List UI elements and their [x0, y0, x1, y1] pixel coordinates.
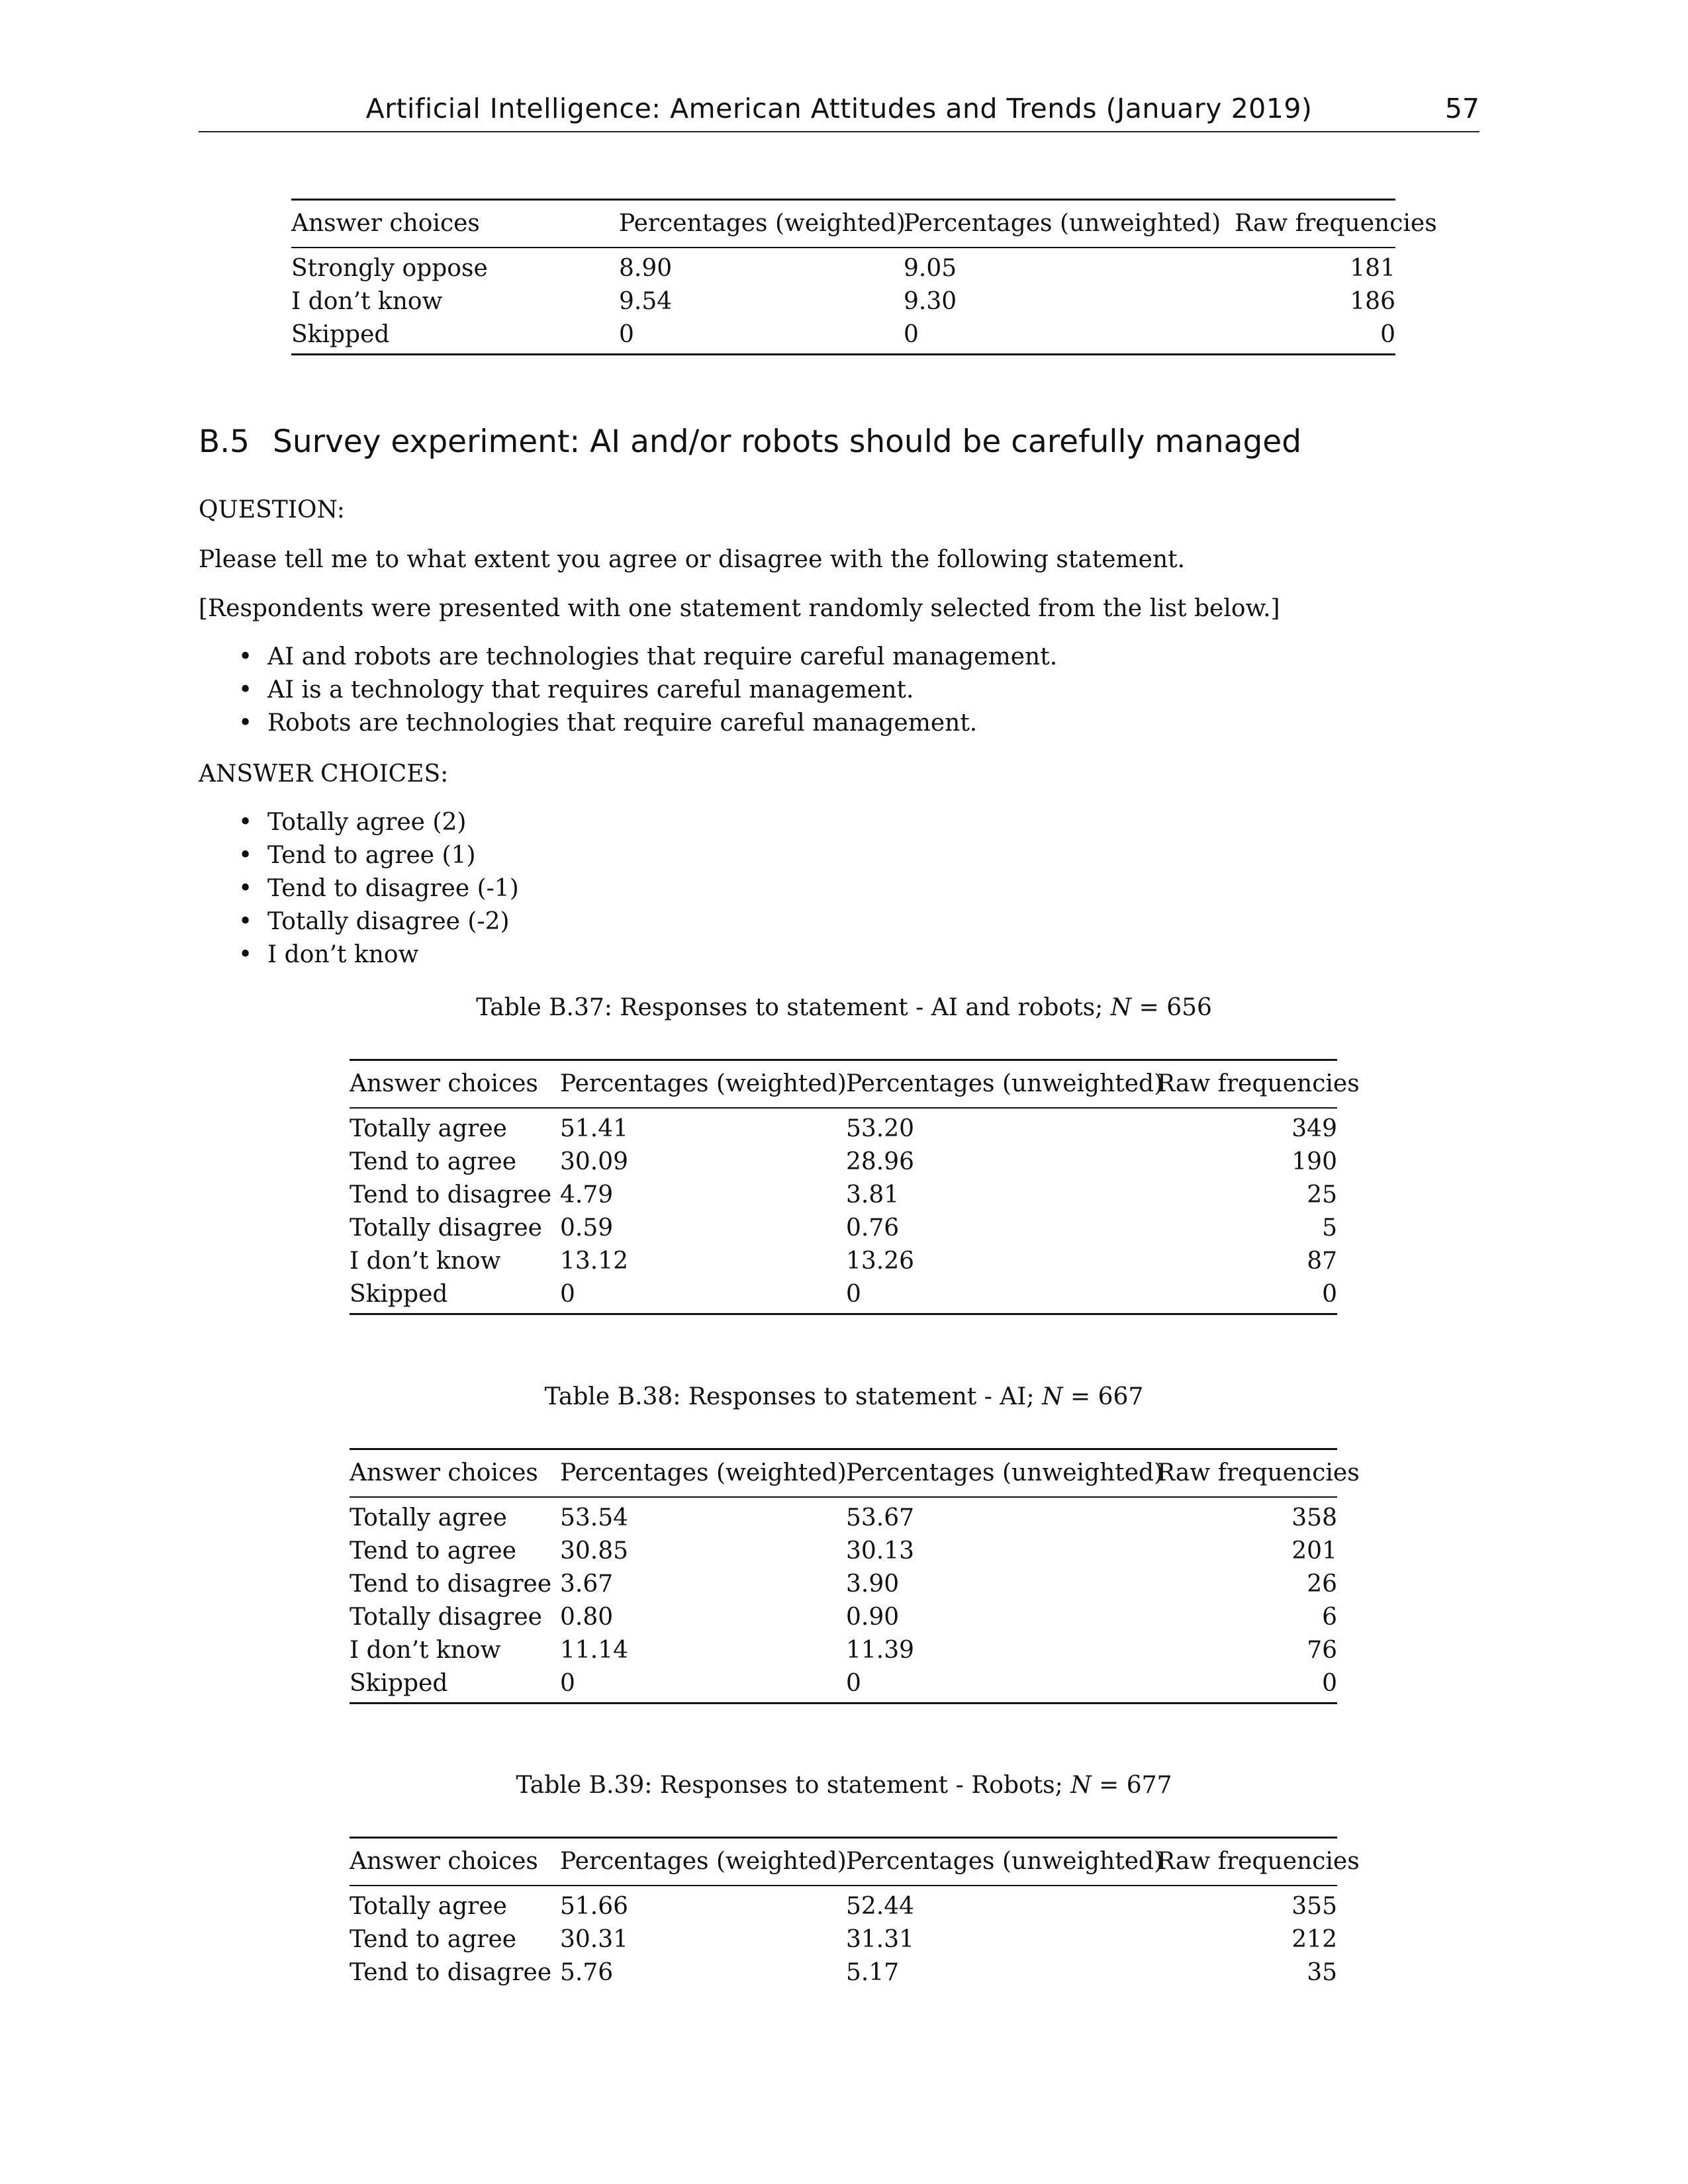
list-item: • I don’t know [233, 938, 519, 972]
col-header-raw: Raw frequencies [1157, 1459, 1360, 1486]
table-b38 [350, 1448, 1360, 1704]
list-item: • Tend to disagree (-1) [233, 872, 519, 905]
caption-n-symbol: N [1110, 994, 1132, 1021]
caption-n-value: = 656 [1131, 994, 1212, 1021]
section-title: Survey experiment: AI and/or robots should be carefully managed [273, 424, 1302, 460]
cell-raw: 349 [1291, 1115, 1337, 1142]
table-caption [0, 1772, 1688, 1799]
running-title: Artificial Intelligence: American Attitudes and Trends (January 2019) [365, 93, 1313, 124]
table-row [350, 1113, 1337, 1146]
running-header [199, 93, 1479, 132]
table-row [291, 285, 1395, 318]
cell-raw: 0 [1380, 321, 1395, 348]
table-row [350, 1535, 1337, 1568]
col-header-weighted: Percentages (weighted) [560, 1459, 847, 1486]
cell-unweighted: 9.30 [904, 288, 957, 315]
section-heading [199, 424, 1301, 460]
cell-raw: 35 [1307, 1959, 1337, 1986]
cell-answer: Totally agree [350, 1115, 507, 1142]
cell-raw: 0 [1322, 1281, 1337, 1308]
cell-raw: 76 [1307, 1637, 1337, 1664]
cell-answer: Totally agree [350, 1893, 507, 1920]
col-header-raw: Raw frequencies [1235, 210, 1437, 237]
col-header-raw: Raw frequencies [1157, 1070, 1360, 1097]
cell-weighted: 0 [560, 1670, 575, 1697]
caption-n-symbol: N [1070, 1772, 1092, 1799]
cell-unweighted: 31.31 [846, 1926, 915, 1953]
caption-text: Table B.37: Responses to statement - AI and robots; [476, 994, 1111, 1021]
table-header-row [350, 1061, 1360, 1109]
table-header-row [350, 1450, 1360, 1498]
cell-unweighted: 5.17 [846, 1959, 900, 1986]
caption-text: Table B.39: Responses to statement - Robots; [516, 1772, 1071, 1799]
list-item: • Tend to agree (1) [233, 839, 519, 872]
cell-answer: Strongly oppose [291, 255, 488, 282]
cell-unweighted: 30.13 [846, 1537, 915, 1565]
col-header-unweighted: Percentages (unweighted) [846, 1070, 1164, 1097]
caption-text: Table B.38: Responses to statement - AI; [544, 1383, 1043, 1410]
table-b37 [350, 1059, 1360, 1315]
cell-answer: Tend to disagree [350, 1570, 552, 1598]
cell-raw: 0 [1322, 1670, 1337, 1697]
cell-answer: Skipped [350, 1281, 448, 1308]
caption-n-value: = 667 [1062, 1383, 1144, 1410]
cell-weighted: 11.14 [560, 1637, 629, 1664]
list-item: • Totally disagree (-2) [233, 905, 519, 938]
cell-unweighted: 52.44 [846, 1893, 915, 1920]
cell-weighted: 30.85 [560, 1537, 629, 1565]
cell-answer: Tend to agree [350, 1926, 517, 1953]
cell-answer: Skipped [291, 321, 390, 348]
list-item: • AI is a technology that requires careful management. [233, 674, 1057, 707]
col-header-weighted: Percentages (weighted) [560, 1848, 847, 1875]
cell-answer: Totally disagree [350, 1214, 542, 1242]
cell-raw: 190 [1291, 1148, 1337, 1175]
statement-list [233, 641, 1057, 740]
cell-answer: Tend to disagree [350, 1181, 552, 1208]
table-header-row [291, 201, 1437, 248]
caption-n-value: = 677 [1091, 1772, 1172, 1799]
cell-unweighted: 11.39 [846, 1637, 915, 1664]
col-header-weighted: Percentages (weighted) [619, 210, 906, 237]
cell-answer: Totally disagree [350, 1604, 542, 1631]
table-row [350, 1667, 1337, 1700]
cell-unweighted: 0 [846, 1281, 861, 1308]
caption-n-symbol: N [1042, 1383, 1063, 1410]
col-header-answer: Answer choices [350, 1070, 538, 1097]
table-row [350, 1212, 1337, 1245]
list-item: • AI and robots are technologies that require careful management. [233, 641, 1057, 674]
cell-weighted: 53.54 [560, 1504, 629, 1531]
cell-weighted: 0 [619, 321, 634, 348]
col-header-answer: Answer choices [350, 1848, 538, 1875]
table-row [350, 1146, 1337, 1179]
table-row [350, 1890, 1337, 1923]
cell-raw: 358 [1291, 1504, 1337, 1531]
cell-unweighted: 53.20 [846, 1115, 915, 1142]
table-caption [0, 1383, 1688, 1410]
cell-weighted: 0.59 [560, 1214, 614, 1242]
table-row [350, 1502, 1337, 1535]
cell-unweighted: 3.90 [846, 1570, 900, 1598]
cell-unweighted: 0.76 [846, 1214, 900, 1242]
table-row [350, 1568, 1337, 1601]
cell-weighted: 13.12 [560, 1248, 629, 1275]
cell-weighted: 30.31 [560, 1926, 629, 1953]
table-row [350, 1179, 1337, 1212]
table-b39 [350, 1837, 1360, 1991]
cell-weighted: 9.54 [619, 288, 673, 315]
cell-unweighted: 0 [904, 321, 919, 348]
cell-unweighted: 28.96 [846, 1148, 915, 1175]
cell-weighted: 51.41 [560, 1115, 629, 1142]
cell-weighted: 0 [560, 1281, 575, 1308]
cell-unweighted: 53.67 [846, 1504, 915, 1531]
table-row [350, 1634, 1337, 1667]
cell-answer: Tend to agree [350, 1148, 517, 1175]
cell-raw: 5 [1322, 1214, 1337, 1242]
table-continued [291, 199, 1437, 355]
cell-answer: Tend to agree [350, 1537, 517, 1565]
cell-unweighted: 9.05 [904, 255, 957, 282]
section-number: B.5 [199, 424, 250, 460]
cell-raw: 181 [1350, 255, 1395, 282]
col-header-answer: Answer choices [291, 210, 480, 237]
cell-answer: I don’t know [350, 1637, 501, 1664]
cell-answer: Skipped [350, 1670, 448, 1697]
table-caption [0, 994, 1688, 1021]
answer-choices-label: ANSWER CHOICES: [199, 760, 449, 788]
question-text: Please tell me to what extent you agree or disagree with the following statement. [199, 546, 1186, 573]
cell-weighted: 8.90 [619, 255, 673, 282]
list-item: • Robots are technologies that require careful management. [233, 707, 1057, 740]
list-item: • Totally agree (2) [233, 806, 519, 839]
cell-weighted: 5.76 [560, 1959, 614, 1986]
cell-answer: I don’t know [291, 288, 443, 315]
cell-answer: I don’t know [350, 1248, 501, 1275]
page-number: 57 [1444, 93, 1479, 124]
cell-answer: Totally agree [350, 1504, 507, 1531]
cell-raw: 87 [1307, 1248, 1337, 1275]
table-row [350, 1601, 1337, 1634]
col-header-unweighted: Percentages (unweighted) [846, 1459, 1164, 1486]
cell-weighted: 3.67 [560, 1570, 614, 1598]
table-row [291, 318, 1395, 351]
question-label: QUESTION: [199, 496, 345, 523]
table-row [291, 252, 1395, 285]
cell-weighted: 0.80 [560, 1604, 614, 1631]
col-header-unweighted: Percentages (unweighted) [904, 210, 1221, 237]
table-row [350, 1956, 1337, 1989]
cell-unweighted: 0 [846, 1670, 861, 1697]
table-row [350, 1245, 1337, 1278]
col-header-answer: Answer choices [350, 1459, 538, 1486]
cell-raw: 25 [1307, 1181, 1337, 1208]
cell-unweighted: 13.26 [846, 1248, 915, 1275]
cell-weighted: 4.79 [560, 1181, 614, 1208]
instruction-text: [Respondents were presented with one statement randomly selected from the list below.] [199, 595, 1280, 622]
cell-raw: 26 [1307, 1570, 1337, 1598]
cell-unweighted: 3.81 [846, 1181, 900, 1208]
cell-raw: 355 [1291, 1893, 1337, 1920]
cell-raw: 212 [1291, 1926, 1337, 1953]
cell-answer: Tend to disagree [350, 1959, 552, 1986]
col-header-unweighted: Percentages (unweighted) [846, 1848, 1164, 1875]
table-row [350, 1278, 1337, 1311]
col-header-weighted: Percentages (weighted) [560, 1070, 847, 1097]
cell-raw: 201 [1291, 1537, 1337, 1565]
table-row [350, 1923, 1337, 1956]
cell-unweighted: 0.90 [846, 1604, 900, 1631]
col-header-raw: Raw frequencies [1157, 1848, 1360, 1875]
cell-raw: 6 [1322, 1604, 1337, 1631]
answer-choice-list [233, 806, 519, 972]
table-header-row [350, 1839, 1360, 1886]
cell-weighted: 51.66 [560, 1893, 629, 1920]
cell-weighted: 30.09 [560, 1148, 629, 1175]
cell-raw: 186 [1350, 288, 1395, 315]
